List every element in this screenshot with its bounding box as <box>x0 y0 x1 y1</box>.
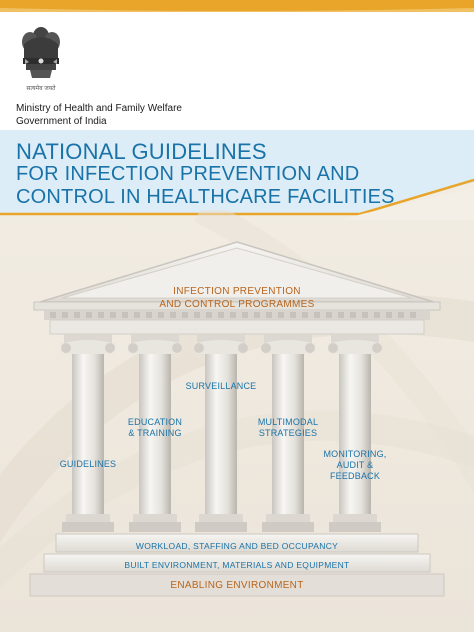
title-line-1: NATIONAL GUIDELINES <box>16 139 267 164</box>
column-3 <box>193 334 249 532</box>
pillar-label-surveillance: SURVEILLANCE <box>185 381 257 391</box>
pillar-label-monitoring <box>318 449 392 482</box>
pediment-line-1: INFECTION PREVENTION <box>173 286 301 297</box>
pediment-line-2: AND CONTROL PROGRAMMES <box>159 299 315 310</box>
education-line-1: EDUCATION <box>127 417 183 427</box>
monitoring-line-2: AUDIT & <box>336 460 374 470</box>
pillar-label-guidelines: GUIDELINES <box>59 459 117 469</box>
top-gold-band <box>0 0 474 12</box>
ministry-name <box>16 102 182 128</box>
national-emblem-icon <box>14 22 68 90</box>
multimodal-line-1: MULTIMODAL <box>257 417 319 427</box>
document-title <box>16 140 395 209</box>
ministry-line: Ministry of Health and Family Welfare <box>16 103 182 114</box>
step-lower-label: BUILT ENVIRONMENT, MATERIALS AND EQUIPMENT <box>124 560 350 570</box>
column-1 <box>60 334 116 532</box>
emblem-motto: सत्यमेव जयते <box>26 86 56 92</box>
step-upper-label: WORKLOAD, STAFFING AND BED OCCUPANCY <box>135 541 339 551</box>
monitoring-line-1: MONITORING, <box>323 449 387 459</box>
enabling-environment-label: ENABLING ENVIRONMENT <box>170 580 304 591</box>
government-line: Government of India <box>16 116 107 127</box>
monitoring-line-3: FEEDBACK <box>329 471 381 481</box>
title-line-3: CONTROL IN HEALTHCARE FACILITIES <box>16 186 395 208</box>
title-line-2: FOR INFECTION PREVENTION AND <box>16 163 360 185</box>
education-line-2: & TRAINING <box>128 428 182 438</box>
pediment-label <box>117 285 357 311</box>
pillar-label-multimodal <box>252 417 324 439</box>
column-5 <box>327 334 383 532</box>
pillar-label-education <box>119 417 191 439</box>
multimodal-line-2: STRATEGIES <box>258 428 318 438</box>
